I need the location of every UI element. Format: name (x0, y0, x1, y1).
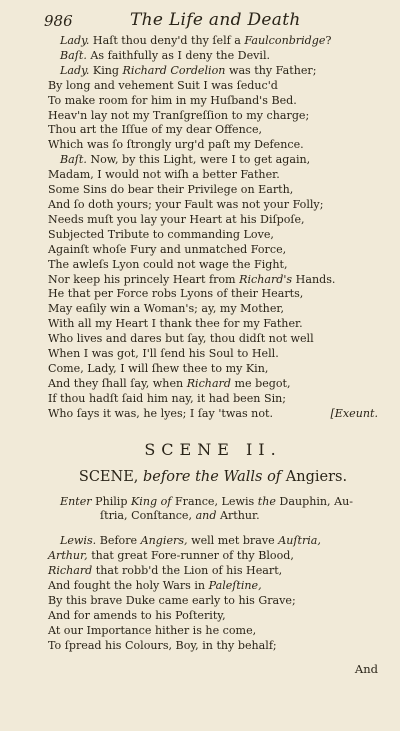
verse-line: Againſt whoſe Fury and unmatched Force, (48, 242, 287, 256)
verse-line: Subjected Tribute to commanding Love, (48, 227, 274, 241)
verse-line: Lady. King Richard Cordelion was thy Father; (60, 63, 317, 77)
verse-line: And fought the holy Wars in Paleſtine, (48, 579, 262, 593)
scene-location: SCENE, before the Walls of Angiers. (78, 468, 348, 485)
verse-line: If thou hadſt ſaid him nay, it had been Sin; (48, 391, 287, 405)
verse-line: Baſt. As faithfully as I deny the Devil. (60, 48, 271, 62)
verse-line: With all my Heart I thank thee for my Father. (48, 317, 303, 331)
verse-line: Madam, I would not wiſh a better Father. (48, 168, 280, 182)
verse-line: To ſpread his Colours, Boy, in thy behalf; (48, 638, 277, 652)
running-head (44, 6, 378, 34)
verse-line: At our Importance hither is he come, (48, 623, 257, 637)
verse-line: Lady. Haſt thou deny'd thy ſelf a Faulconbridge? (60, 34, 332, 47)
verse-line: Heav'n lay not my Tranſgreſſion to my charge; (48, 108, 310, 122)
verse-line: And they ſhall ſay, when Richard me begot, (48, 376, 291, 390)
catchword: And (354, 662, 378, 676)
speaker-name: Lady. (60, 63, 90, 77)
verse-line: May eaſily win a Woman's; ay, my Mother, (48, 302, 285, 316)
speaker-name: Baſt. (60, 48, 87, 62)
verse-line: To make room for him in my Huſband's Bed. (48, 93, 297, 107)
lewis-speech (48, 534, 378, 653)
running-title: The Life and Death (130, 10, 301, 30)
verse-line: He that per Force robs Lyons of their Hearts, (48, 287, 304, 301)
verse-line: And ſo doth yours; your Fault was not your Folly; (48, 197, 324, 211)
scene-heading: SCENE II. (144, 439, 282, 459)
verse-line: Come, Lady, I will ſhew thee to my Kin, (48, 361, 269, 375)
stage-direction-entrance: Enter Philip King of France, Lewis the Dauphin, Au- ſtria, Conſtance, and Arthur. (60, 494, 353, 523)
verse-line: Baſt. Now, by this Light, were I to get again, (60, 153, 311, 167)
stage-direction-exit: [Exeunt. (330, 406, 378, 420)
speaker-name: Lady. (60, 34, 90, 47)
verse-line: Who ſays it was, he lyes; I ſay 'twas not. [Exeunt. (48, 406, 378, 420)
verse-line: Needs muſt you lay your Heart at his Diſpoſe, (48, 212, 305, 226)
verse-line: Which was ſo ſtrongly urg'd paſt my Defence. (48, 138, 304, 152)
verse-line: Nor keep his princely Heart from Richard's Hands. (48, 272, 336, 286)
speaker-name: Lewis. (60, 534, 97, 548)
verse-line: By long and vehement Suit I was ſeduc'd (48, 78, 278, 92)
verse-line: Thou art the Iſſue of my dear Offence, (48, 123, 263, 137)
speaker-name: Baſt. (60, 153, 87, 167)
verse-line: Some Sins do bear their Privilege on Earth, (48, 183, 294, 197)
verse-line: By this brave Duke came early to his Grave; (48, 594, 296, 607)
verse-line: And for amends to his Poſterity, (48, 608, 226, 622)
play-text (48, 34, 378, 422)
page-number: 986 (44, 12, 73, 30)
verse-line: Richard that robb'd the Lion of his Heart, (48, 564, 283, 578)
verse-line: Arthur, that great Fore-runner of thy Blood, (48, 549, 294, 563)
verse-line: Lewis. Before Angiers, well met brave Auſtria, (60, 534, 321, 548)
verse-line: When I was got, I'll ſend his Soul to Hell. (48, 347, 279, 361)
verse-line: Who lives and dares but ſay, thou didſt not well (48, 332, 314, 346)
verse-line: The awleſs Lyon could not wage the Fight, (48, 257, 288, 271)
